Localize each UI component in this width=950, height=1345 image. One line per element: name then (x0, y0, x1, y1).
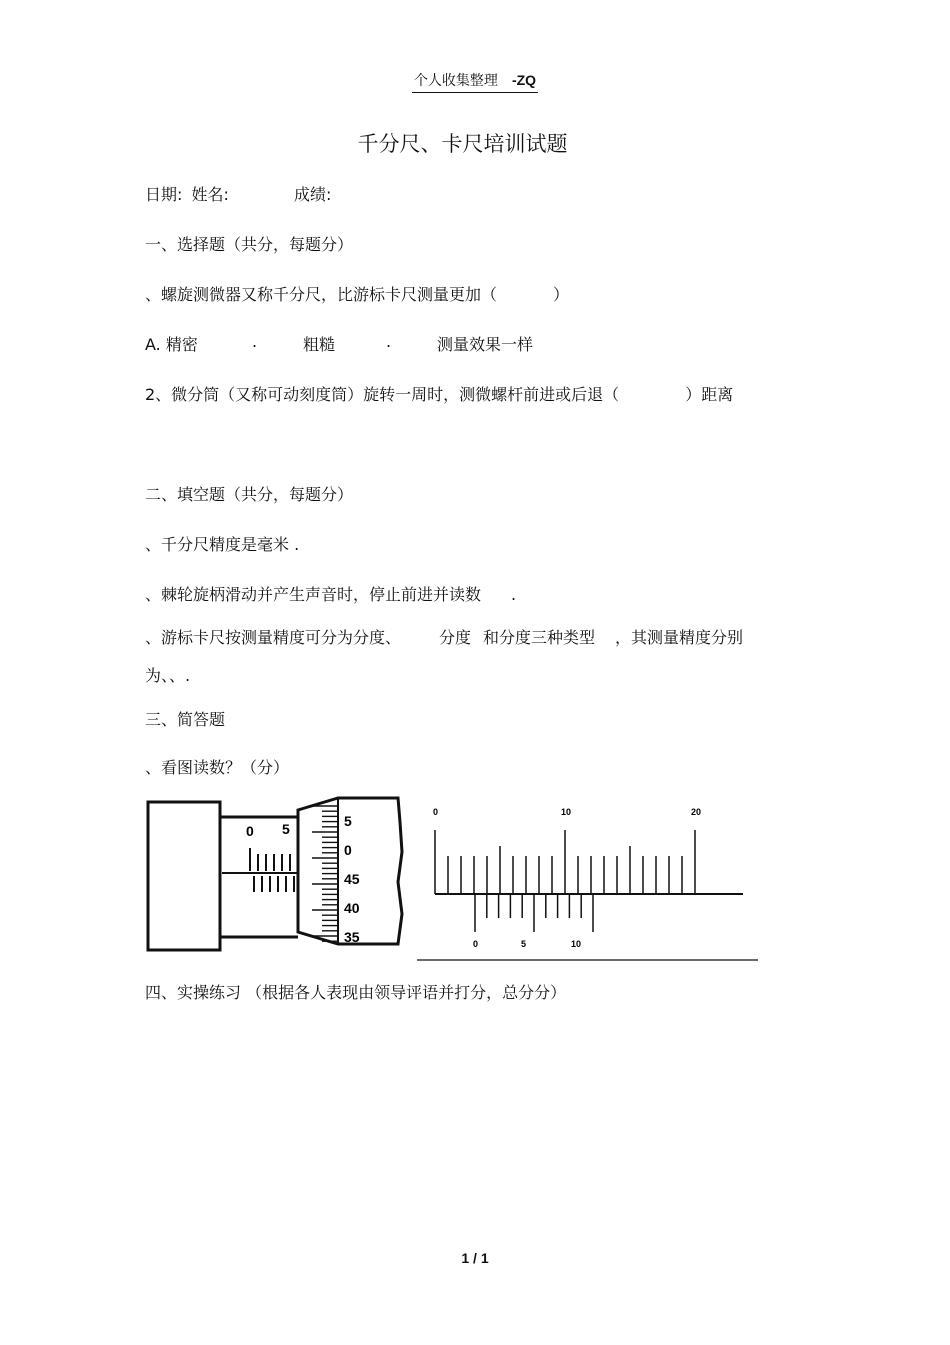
micrometer-figure (140, 792, 410, 957)
name-label: 姓名: (191, 185, 229, 204)
vernier-label-5: 5 (521, 939, 527, 949)
question-2-2-dot: . (511, 585, 517, 604)
question-2-3-part4: ，其测量精度分别 (615, 628, 744, 647)
date-label: 日期: (145, 185, 183, 204)
option-c: 测量效果一样 (437, 335, 534, 354)
thimble-label-5: 5 (344, 813, 352, 829)
main-label-0: 0 (433, 807, 439, 817)
question-2-1: 、千分尺精度是毫米 . (145, 535, 300, 554)
question-1-1-options (145, 332, 534, 355)
thimble-label-35: 35 (344, 929, 360, 945)
vernier-label-0: 0 (473, 939, 479, 949)
vernier-label-10: 10 (571, 939, 582, 949)
option-a: A. 精密 (145, 335, 198, 354)
page-number: 1 / 1 (461, 1250, 489, 1266)
option-c-dot: . (386, 332, 392, 351)
question-1-2 (145, 382, 733, 405)
section4-heading: 四、实操练习 （根据各人表现由领导评语并打分，总分分） (145, 983, 567, 1002)
section3-heading: 三、简答题 (145, 710, 226, 729)
question-3-1: 、看图读数？（分） (145, 758, 290, 777)
option-b: 粗糙 (303, 335, 336, 354)
question-2-2-text: 、棘轮旋柄滑动并产生声音时，停止前进并读数 (145, 585, 482, 604)
thimble-label-0: 0 (344, 842, 352, 858)
main-label-10: 10 (561, 807, 572, 817)
micrometer-frame (148, 802, 220, 950)
question-2-2 (145, 582, 516, 605)
sleeve-label-0: 0 (246, 823, 254, 839)
main-label-20: 20 (691, 807, 702, 817)
sleeve-label-5: 5 (282, 821, 290, 837)
option-b-dot: . (252, 332, 258, 351)
info-row (145, 182, 331, 205)
question-2-3-continued: 为、、. (145, 666, 191, 685)
question-2-3-part1: 、游标卡尺按测量精度可分为分度、 (145, 628, 402, 647)
question-2-3-part3: 和分度三种类型 (483, 628, 596, 647)
thimble-label-45: 45 (344, 871, 360, 887)
page-header (0, 70, 950, 93)
header-tag: -ZQ (511, 72, 537, 88)
question-1-1 (145, 282, 569, 305)
caliper-figure (415, 800, 765, 965)
question-1-1-stem: 、螺旋测微器又称千分尺，比游标卡尺测量更加（ (145, 285, 498, 304)
question-1-2-stem: 2、微分筒（又称可动刻度筒）旋转一周时，测微螺杆前进或后退（ (145, 385, 620, 404)
question-2-3 (145, 625, 743, 648)
section1-heading: 一、选择题（共分，每题分） (145, 235, 354, 254)
score-label: 成绩: (294, 185, 332, 204)
section2-heading: 二、填空题（共分，每题分） (145, 485, 354, 504)
question-1-1-close: ） (553, 285, 570, 304)
page-title: 千分尺、卡尺培训试题 (357, 132, 568, 156)
header-text: 个人收集整理 (413, 73, 498, 89)
question-1-2-close: ）距离 (685, 385, 734, 404)
question-2-3-part2: 分度 (439, 628, 472, 647)
thimble-label-40: 40 (344, 900, 360, 916)
